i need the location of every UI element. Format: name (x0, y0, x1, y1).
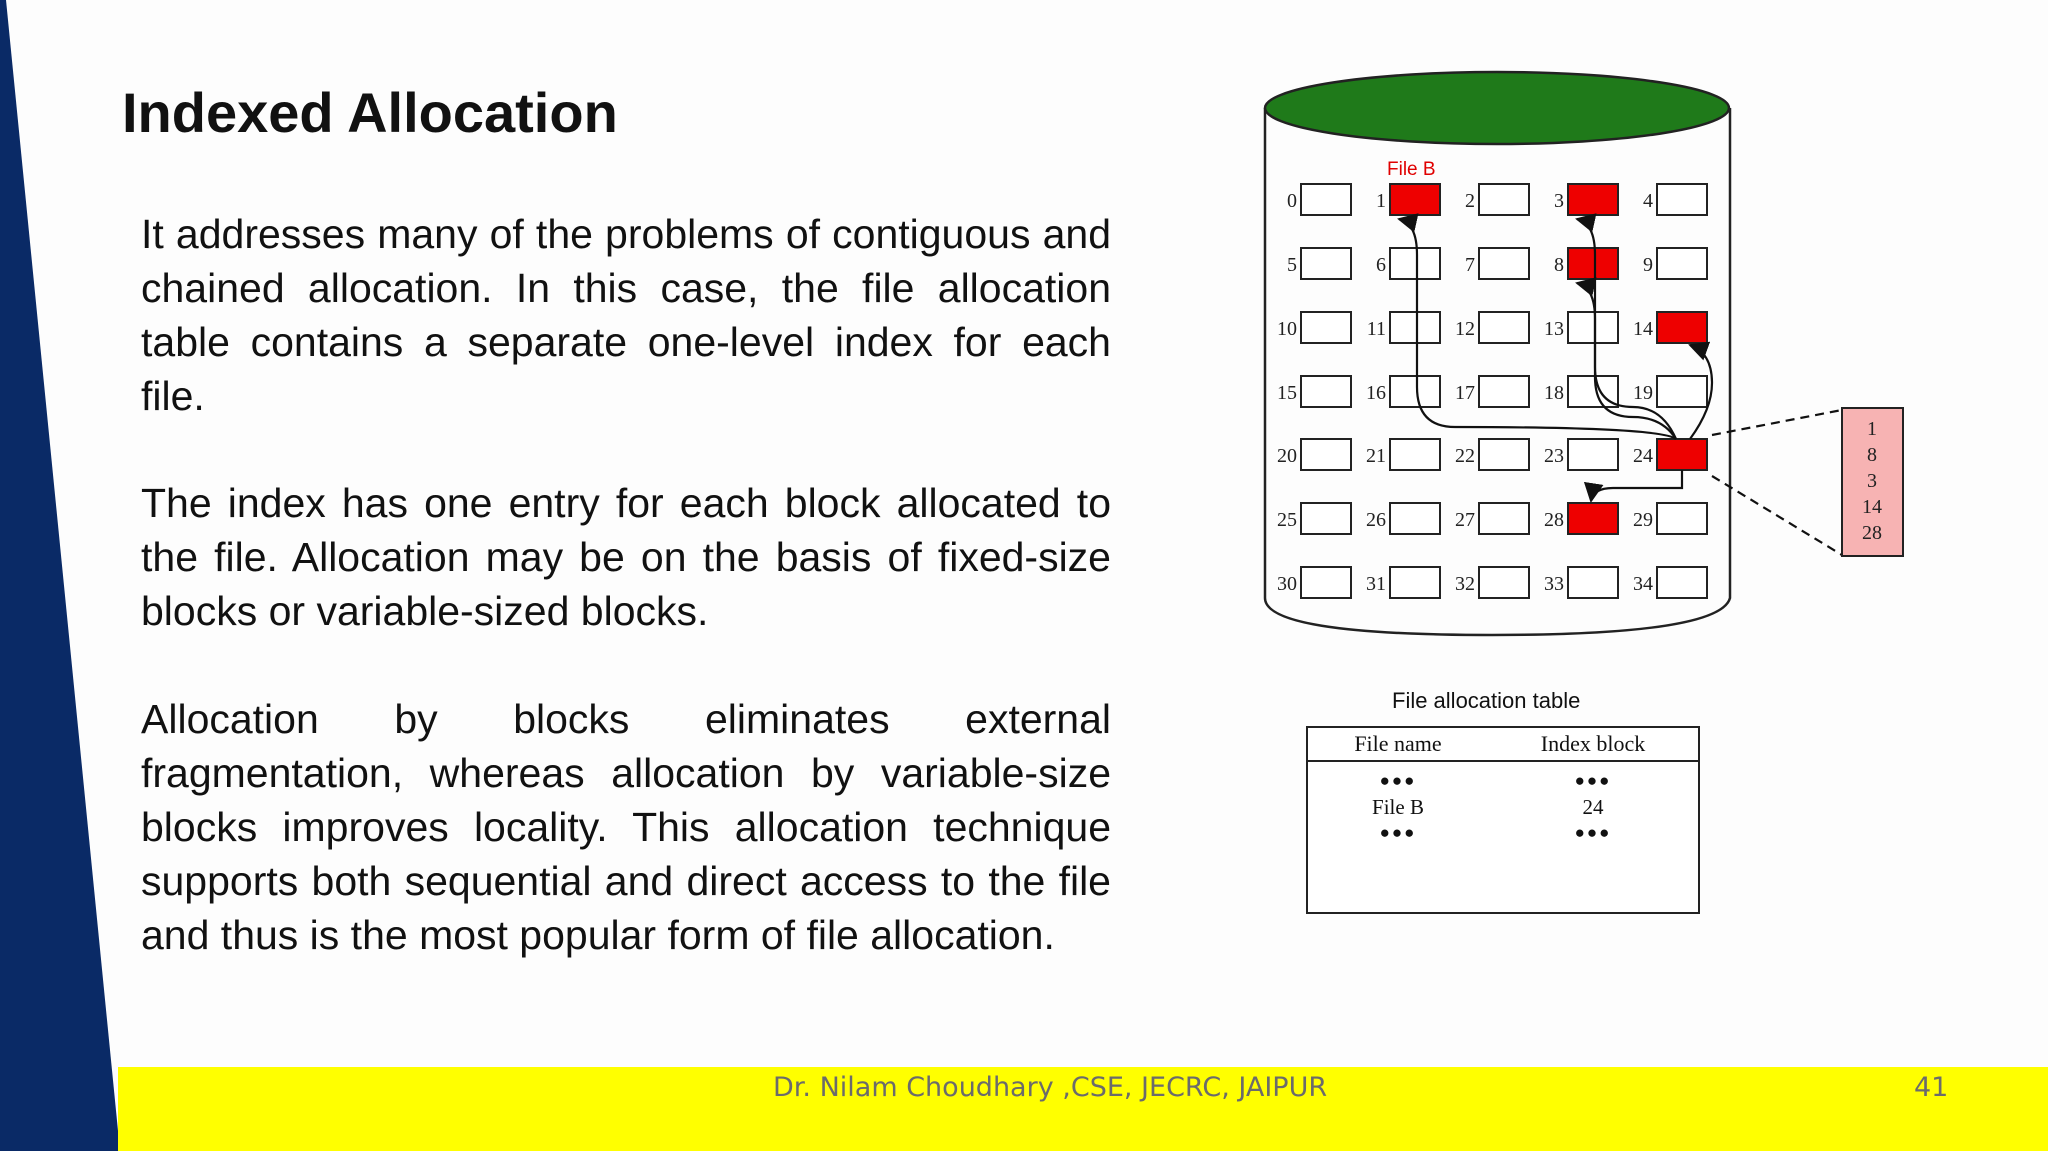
disk-block-22 (1479, 439, 1529, 470)
fat-body (1308, 762, 1698, 846)
block-number-label: 29 (1633, 509, 1653, 531)
block-number-label: 20 (1277, 445, 1297, 467)
block-number-label: 7 (1465, 254, 1475, 276)
block-number-label: 6 (1376, 254, 1386, 276)
disk-block-2 (1479, 184, 1529, 215)
block-number-label: 27 (1455, 509, 1475, 531)
disk-block-1 (1390, 184, 1440, 215)
block-number-label: 25 (1277, 509, 1297, 531)
index-leader-bottom (1712, 476, 1842, 555)
fat-cell-index-block: 24 (1582, 794, 1604, 819)
disk-block-15 (1301, 376, 1351, 407)
index-entry: 3 (1867, 470, 1877, 492)
fat-caption: File allocation table (1392, 688, 1581, 713)
block-number-label: 0 (1287, 190, 1297, 212)
disk-block-10 (1301, 312, 1351, 343)
block-number-label: 33 (1544, 573, 1564, 595)
disk-block-13 (1568, 312, 1618, 343)
disk-block-29 (1657, 503, 1707, 534)
fat-cell-file-name: File B (1372, 794, 1424, 819)
disk-block-5 (1301, 248, 1351, 279)
block-number-label: 22 (1455, 445, 1475, 467)
block-number-label: 4 (1643, 190, 1653, 212)
fat-row (1308, 768, 1698, 794)
disk-block-6 (1390, 248, 1440, 279)
page-number: 41 (1914, 1072, 1949, 1103)
disk-block-19 (1657, 376, 1707, 407)
fat-cell-file-name: ●●● (1379, 771, 1417, 790)
disk-block-17 (1479, 376, 1529, 407)
fat-header-index-block: Index block (1540, 731, 1646, 756)
sidebar-stripe (0, 0, 140, 1151)
disk-block-28 (1568, 503, 1618, 534)
block-number-label: 1 (1376, 190, 1386, 212)
block-number-label: 32 (1455, 573, 1475, 595)
block-number-label: 28 (1544, 509, 1564, 531)
paragraph-2: The index has one entry for each block allocated to the file. Allocation may be on the basis of fixed-size blocks or variable-sized blocks. (141, 480, 1111, 634)
block-number-label: 16 (1366, 382, 1386, 404)
block-number-label: 30 (1277, 573, 1297, 595)
disk-block-9 (1657, 248, 1707, 279)
index-leader-top (1712, 410, 1842, 435)
block-number-label: 23 (1544, 445, 1564, 467)
fat-row (1308, 794, 1698, 820)
block-number-label: 11 (1366, 318, 1386, 340)
fat-cell-index-block: ●●● (1574, 771, 1612, 790)
index-entry: 14 (1862, 496, 1882, 518)
block-number-label: 8 (1554, 254, 1564, 276)
disk-diagram (1230, 50, 1930, 650)
footer-author: Dr. Nilam Choudhary ,CSE, JECRC, JAIPUR (773, 1072, 1328, 1103)
disk-block-23 (1568, 439, 1618, 470)
disk-block-33 (1568, 567, 1618, 598)
block-number-label: 5 (1287, 254, 1297, 276)
paragraph-1: It addresses many of the problems of contiguous and chained allocation. In this case, the file allocation table contains a separate one-level index for each file. (141, 211, 1111, 419)
index-entry: 28 (1862, 522, 1882, 544)
disk-block-31 (1390, 567, 1440, 598)
disk-block-0 (1301, 184, 1351, 215)
disk-block-16 (1390, 376, 1440, 407)
block-number-label: 21 (1366, 445, 1386, 467)
block-number-label: 19 (1633, 382, 1653, 404)
disk-block-30 (1301, 567, 1351, 598)
block-number-label: 14 (1633, 318, 1653, 340)
disk-block-24 (1657, 439, 1707, 470)
block-number-label: 26 (1366, 509, 1386, 531)
disk-block-26 (1390, 503, 1440, 534)
disk-block-20 (1301, 439, 1351, 470)
block-grid (1277, 184, 1707, 598)
disk-block-27 (1479, 503, 1529, 534)
disk-block-32 (1479, 567, 1529, 598)
block-number-label: 3 (1554, 190, 1564, 212)
block-number-label: 12 (1455, 318, 1475, 340)
disk-block-14 (1657, 312, 1707, 343)
block-number-label: 18 (1544, 382, 1564, 404)
block-number-label: 34 (1633, 573, 1653, 595)
index-entry: 8 (1867, 444, 1877, 466)
block-number-label: 13 (1544, 318, 1564, 340)
disk-top-surface (1265, 72, 1729, 144)
index-entry: 1 (1867, 418, 1877, 440)
block-number-label: 15 (1277, 382, 1297, 404)
fat-row (1308, 820, 1698, 846)
file-b-label: File B (1387, 159, 1436, 180)
block-number-label: 17 (1455, 382, 1475, 404)
block-number-label: 24 (1633, 445, 1653, 467)
block-number-label: 2 (1465, 190, 1475, 212)
disk-block-3 (1568, 184, 1618, 215)
disk-block-11 (1390, 312, 1440, 343)
paragraph-3: Allocation by blocks eliminates external fragmentation, whereas allocation by variable-size blocks improves locality. This allocation technique supports both sequential and direct access to the file and thus is the most popular form of file allocation. (141, 696, 1111, 958)
disk-block-25 (1301, 503, 1351, 534)
disk-block-34 (1657, 567, 1707, 598)
disk-block-7 (1479, 248, 1529, 279)
fat-cell-index-block: ●●● (1574, 823, 1612, 842)
disk-block-21 (1390, 439, 1440, 470)
disk-block-8 (1568, 248, 1618, 279)
fat-header-row (1308, 728, 1698, 762)
slide-title: Indexed Allocation (122, 81, 618, 144)
block-number-label: 10 (1277, 318, 1297, 340)
fat-header-file-name: File name (1354, 731, 1442, 756)
pointer-arrow-to-block-28 (1591, 470, 1682, 501)
disk-block-4 (1657, 184, 1707, 215)
block-number-label: 9 (1643, 254, 1653, 276)
block-number-label: 31 (1366, 573, 1386, 595)
file-allocation-table (1306, 726, 1700, 914)
disk-block-12 (1479, 312, 1529, 343)
fat-cell-file-name: ●●● (1379, 823, 1417, 842)
